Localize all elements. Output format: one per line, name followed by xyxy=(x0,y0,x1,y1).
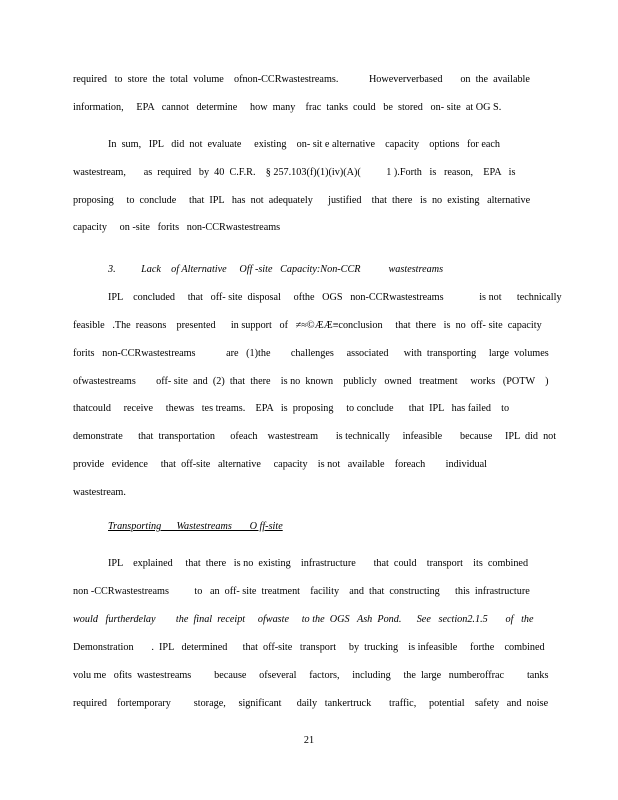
body-text-line: proposing to conclude that IPL has not adequately justified that there is no existing alternative xyxy=(73,195,531,206)
subsection-heading: Transporting Wastestreams O ff-site xyxy=(108,521,283,532)
body-text-line: required to store the total volume ofnon-CCRwastestreams. Howeververbased on the available xyxy=(73,74,530,85)
paragraph-start-line: IPL concluded that off- site disposal ofthe OGS non-CCRwastestreams is not technically xyxy=(108,292,562,303)
body-text-line: non -CCRwastestreams to an off- site treatment facility and that constructing this infrastructure xyxy=(73,586,530,597)
paragraph-start-line: In sum, IPL did not evaluate existing on- sit e alternative capacity options for each xyxy=(108,139,501,150)
body-text-line: volu me ofits wastestreams because ofseveral factors, including the large numberoffrac tanks xyxy=(73,670,549,681)
body-text-line: ofwastestreams off- site and (2) that there is no known publicly owned treatment works (POTW ) xyxy=(73,376,549,387)
body-text-line: provide evidence that off-site alternative capacity is not available foreach individual xyxy=(73,459,487,470)
body-text-line: information, EPA cannot determine how many frac tanks could be stored on- site at OG S. xyxy=(73,102,502,113)
paragraph-start-line: IPL explained that there is no existing infrastructure that could transport its combined xyxy=(108,558,529,569)
body-text-line: Demonstration . IPL determined that off-site transport by trucking is infeasible forthe combined xyxy=(73,642,545,653)
body-text-line: capacity on -site forits non-CCRwastestreams xyxy=(73,222,281,233)
body-text-line: wastestream. xyxy=(73,487,126,498)
page-number: 21 xyxy=(303,735,315,746)
body-text-line: required fortemporary storage, significant daily tankertruck traffic, potential safety and noise xyxy=(73,698,549,709)
body-text-line: wastestream, as required by 40 C.F.R. § 257.103(f)(1)(iv)(A)( 1 ).Forth is reason, EPA is xyxy=(73,167,516,178)
body-text-line: demonstrate that transportation ofeach wastestream is technically infeasible because IPL did not xyxy=(73,431,557,442)
body-text-line: would furtherdelay the final receipt ofwaste to the OGS Ash Pond. See section2.1.5 of the xyxy=(73,614,534,625)
section-heading: 3. Lack of Alternative Off -site Capacity:Non-CCR wastestreams xyxy=(108,264,444,275)
body-text-line: feasible .The reasons presented in support of ≠≈©ÆÆ≡conclusion that there is no off- site capacity xyxy=(73,320,542,331)
body-text-line: thatcould receive thewas tes treams. EPA is proposing to conclude that IPL has failed to xyxy=(73,403,510,414)
body-text-line: forits non-CCRwastestreams are (1)the challenges associated with transporting large volumes xyxy=(73,348,549,359)
